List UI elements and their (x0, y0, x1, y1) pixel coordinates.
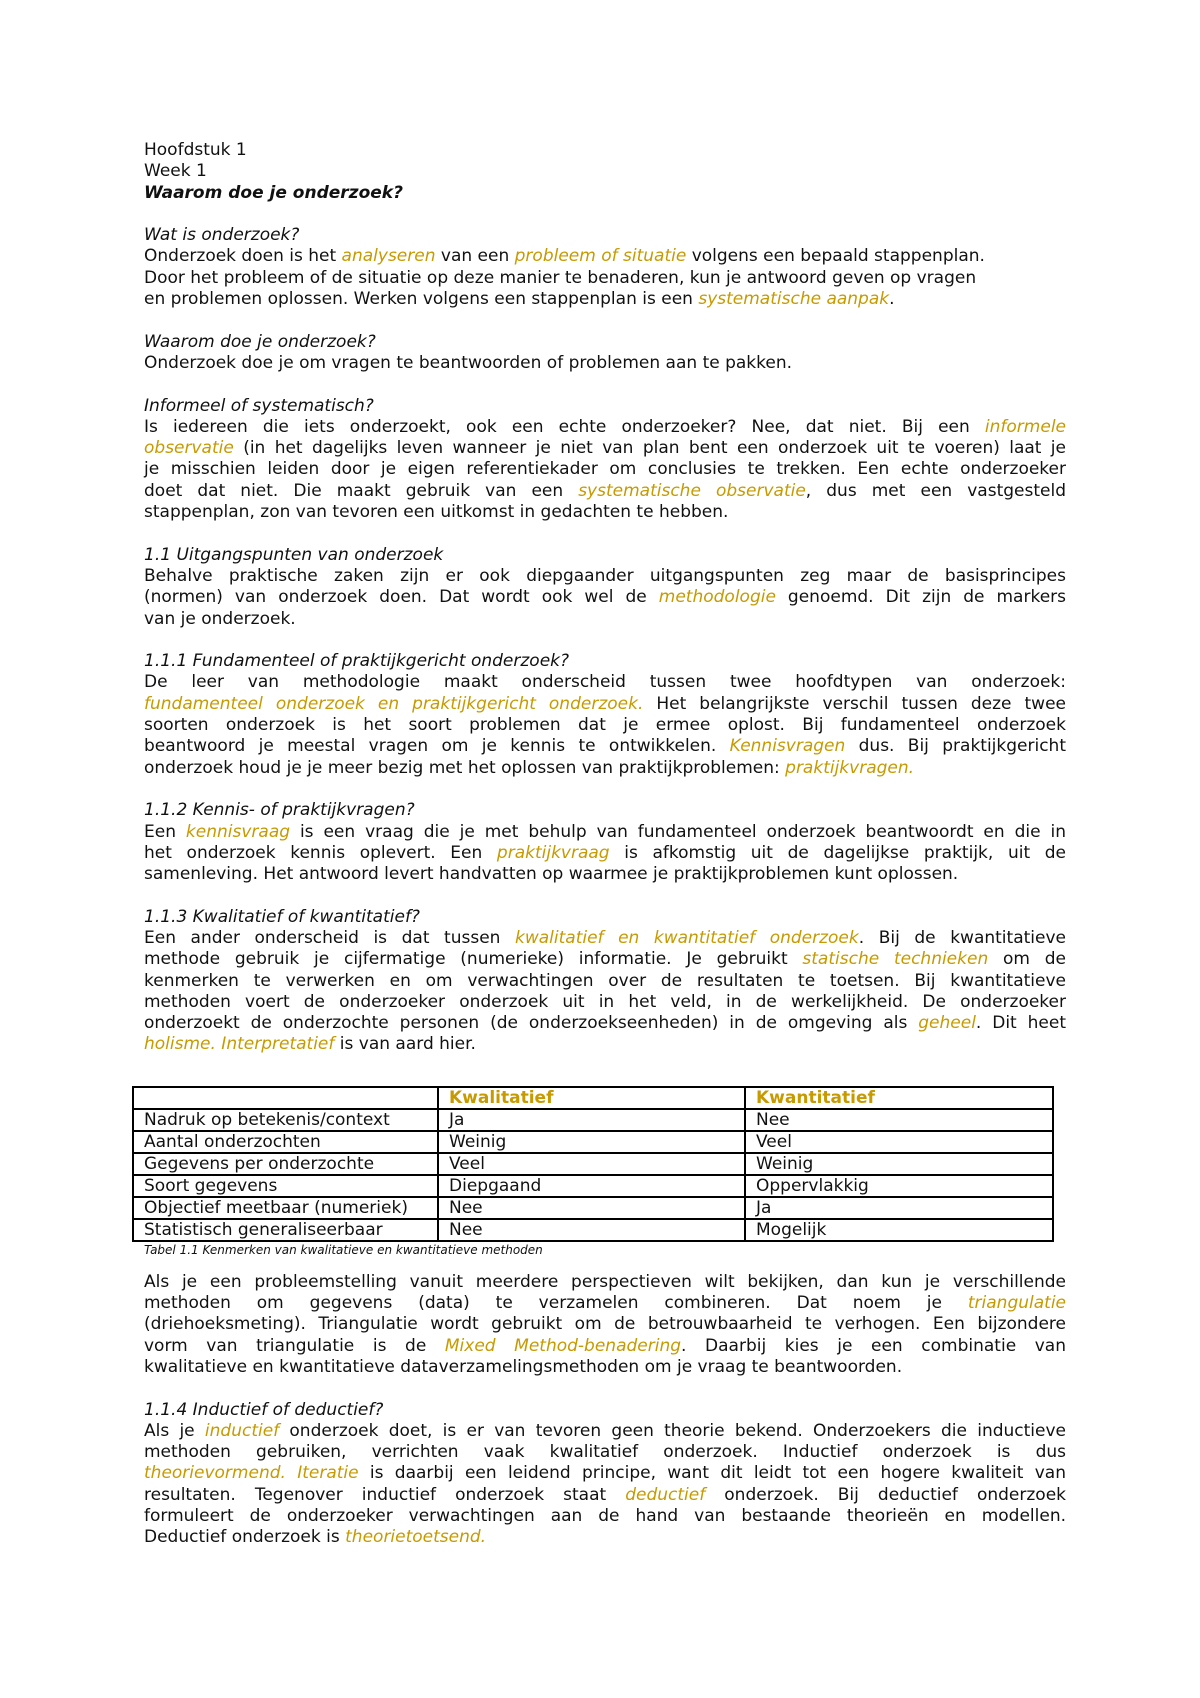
table-cell: Ja (745, 1197, 1053, 1219)
table-cell: Diepgaand (438, 1175, 745, 1197)
paragraph-line: stappenplan, zon van tevoren een uitkomst in gedachten te hebben. (144, 502, 729, 523)
table-header-cell: Kwantitatief (745, 1087, 1053, 1109)
paragraph-line: Is iedereen die iets onderzoekt, ook een echte onderzoeker? Nee, dat niet. Bij een informele (144, 416, 1066, 437)
section-heading: 1.1.4 Inductief of deductief? (144, 1399, 384, 1420)
table-row (133, 1175, 1053, 1197)
paragraph-line: Onderzoek doe je om vragen te beantwoorden of problemen aan te pakken. (144, 352, 793, 373)
week-label: Week 1 (144, 161, 207, 182)
page-title: Waarom doe je onderzoek? (144, 182, 403, 203)
table-cell: Nee (438, 1197, 745, 1219)
paragraph-line: Behalve praktische zaken zijn er ook diepgaander uitgangspunten zeg maar de basisprincipes (144, 565, 1066, 586)
paragraph-line: resultaten. Tegenover inductief onderzoek staat deductief onderzoek. Bij deductief onderzoek (144, 1484, 1066, 1505)
paragraph-line: kwalitatieve en kwantitatieve dataverzamelingsmethoden om je vraag te beantwoorden. (144, 1356, 903, 1377)
table-row (133, 1131, 1053, 1153)
table-row (133, 1197, 1053, 1219)
table-cell: Veel (745, 1131, 1053, 1153)
paragraph-line: methoden om gegevens (data) te verzamelen combineren. Dat noem je triangulatie (144, 1293, 1066, 1314)
paragraph-line: observatie (in het dagelijks leven wanneer je niet van plan bent een onderzoek uit te voeren) laat je (144, 438, 1066, 459)
table-caption: Tabel 1.1 Kenmerken van kwalitatieve en kwantitatieve methoden (144, 1242, 543, 1257)
table-header-cell (133, 1087, 438, 1109)
table-cell: Ja (438, 1109, 745, 1131)
paragraph-line: van je onderzoek. (144, 608, 296, 629)
section-heading: Wat is onderzoek? (144, 225, 300, 246)
paragraph-line: (driehoeksmeting). Triangulatie wordt gebruikt om de betrouwbaarheid te verhogen. Een bijzondere (144, 1314, 1066, 1335)
table-cell: Weinig (438, 1131, 745, 1153)
paragraph-line: fundamenteel onderzoek en praktijkgericht onderzoek. Het belangrijkste verschil tussen deze twee (144, 693, 1066, 714)
paragraph-line: Door het probleem of de situatie op deze manier te benaderen, kun je antwoord geven op vragen (144, 267, 977, 288)
table-cell: Weinig (745, 1153, 1053, 1175)
paragraph-line: Een kennisvraag is een vraag die je met behulp van fundamenteel onderzoek beantwoordt en die in (144, 821, 1066, 842)
document-page (144, 140, 1066, 1549)
paragraph-line: doet dat niet. Die maakt gebruik van een systematische observatie, dus met een vastgesteld (144, 480, 1066, 501)
paragraph-line: Een ander onderscheid is dat tussen kwalitatief en kwantitatief onderzoek. Bij de kwantitatieve (144, 927, 1066, 948)
paragraph-line: soorten onderzoek is het soort problemen dat je ermee oplost. Bij fundamenteel onderzoek (144, 715, 1066, 736)
paragraph-line: theorievormend. Iteratie is daarbij een leidend principe, want dit leidt tot een hogere kwaliteit van (144, 1463, 1066, 1484)
section-heading: 1.1 Uitgangspunten van onderzoek (144, 544, 444, 565)
section-heading: 1.1.2 Kennis- of praktijkvragen? (144, 800, 415, 821)
table-cell: Aantal onderzochten (133, 1131, 438, 1153)
paragraph-line: je misschien leiden door je eigen referentiekader om conclusies te trekken. Een echte onderzoeker (144, 459, 1066, 480)
paragraph-line: formuleert de onderzoeker verwachtingen aan de hand van bestaande theorieën en modellen. (144, 1506, 1066, 1527)
paragraph-line: onderzoek houd je je meer bezig met het oplossen van praktijkproblemen: praktijkvragen. (144, 757, 915, 778)
comparison-table (132, 1086, 1054, 1242)
table-cell: Objectief meetbaar (numeriek) (133, 1197, 438, 1219)
table-cell: Oppervlakkig (745, 1175, 1053, 1197)
table-cell: Nadruk op betekenis/context (133, 1109, 438, 1131)
paragraph-line: samenleving. Het antwoord levert handvatten op waarmee je praktijkproblemen kunt oplossen. (144, 864, 959, 885)
paragraph-line: Onderzoek doen is het analyseren van een probleem of situatie volgens een bepaald stappenplan. (144, 246, 985, 267)
paragraph-line: kenmerken te verwerken en om verwachtingen over de resultaten te toetsen. Bij kwantitatieve (144, 970, 1066, 991)
paragraph-line: Als je inductief onderzoek doet, is er van tevoren geen theorie bekend. Onderzoekers die inductieve (144, 1420, 1067, 1441)
paragraph-line: Deductief onderzoek is theorietoetsend. (144, 1527, 487, 1548)
paragraph-line: De leer van methodologie maakt onderscheid tussen twee hoofdtypen van onderzoek: (144, 672, 1066, 693)
table-cell: Veel (438, 1153, 745, 1175)
table-header-row (133, 1087, 1053, 1109)
section-heading: Informeel of systematisch? (144, 395, 374, 416)
paragraph-line: beantwoord je meestal vragen om je kennis te ontwikkelen. Kennisvragen dus. Bij praktijkgericht (144, 736, 1066, 757)
table-cell: Mogelijk (745, 1219, 1053, 1241)
table-cell: Gegevens per onderzochte (133, 1153, 438, 1175)
paragraph-line: en problemen oplossen. Werken volgens een stappenplan is een systematische aanpak. (144, 289, 895, 310)
paragraph-line: het onderzoek kennis oplevert. Een praktijkvraag is afkomstig uit de dagelijkse praktijk, uit de (144, 842, 1066, 863)
table-row (133, 1153, 1053, 1175)
section-heading: 1.1.3 Kwalitatief of kwantitatief? (144, 906, 420, 927)
paragraph-line: methode gebruik je cijfermatige (numerieke) informatie. Je gebruikt statische technieken om de (144, 949, 1066, 970)
section-heading: Waarom doe je onderzoek? (144, 331, 376, 352)
paragraph-line: (normen) van onderzoek doen. Dat wordt ook wel de methodologie genoemd. Dit zijn de markers (144, 587, 1066, 608)
paragraph-line: Als je een probleemstelling vanuit meerdere perspectieven wilt bekijken, dan kun je verschillende (144, 1271, 1066, 1292)
table-row (133, 1109, 1053, 1131)
paragraph-line: vorm van triangulatie is de Mixed Method-benadering. Daarbij kies je een combinatie van (144, 1335, 1066, 1356)
table-cell: Nee (745, 1109, 1053, 1131)
paragraph-line: holisme. Interpretatief is van aard hier. (144, 1034, 476, 1055)
chapter-label: Hoofdstuk 1 (144, 140, 247, 160)
table-row (133, 1219, 1053, 1241)
table-cell: Soort gegevens (133, 1175, 438, 1197)
paragraph-line: methoden voert de onderzoeker onderzoek uit in het veld, in de werkelijkheid. De onderzoeker (144, 991, 1066, 1012)
table-cell: Nee (438, 1219, 745, 1241)
section-heading: 1.1.1 Fundamenteel of praktijkgericht onderzoek? (144, 651, 570, 672)
table-cell: Statistisch generaliseerbaar (133, 1219, 438, 1241)
table-header-cell: Kwalitatief (438, 1087, 745, 1109)
paragraph-line: onderzoekt de onderzochte personen (de onderzoekseenheden) in de omgeving als geheel. Dit heet (144, 1013, 1066, 1034)
paragraph-line: methoden gebruiken, verrichten vaak kwalitatief onderzoek. Inductief onderzoek is dus (144, 1442, 1066, 1463)
